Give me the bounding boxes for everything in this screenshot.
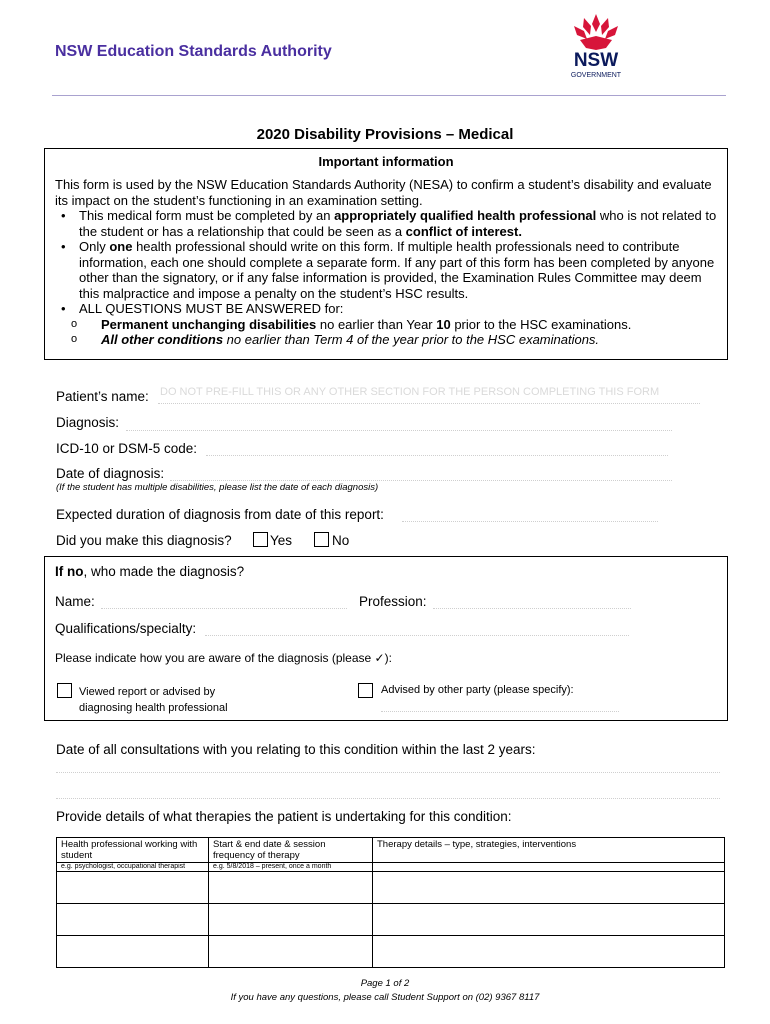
therapies-label: Provide details of what therapies the patient is undertaking for this condition: <box>56 809 512 824</box>
example-details <box>373 863 725 872</box>
table-row[interactable] <box>57 872 725 904</box>
table-row[interactable] <box>57 936 725 968</box>
did-you-diagnose-label: Did you make this diagnosis? <box>56 533 232 548</box>
qualifications-label: Qualifications/specialty: <box>55 621 197 636</box>
info-text <box>55 177 720 348</box>
example-dates: e.g. 5/8/2018 – present, once a month <box>209 863 373 872</box>
table-header-row <box>57 838 725 863</box>
col-header-details: Therapy details – type, strategies, interventions <box>373 838 725 863</box>
waratah-icon <box>560 10 632 82</box>
other-party-input[interactable] <box>381 710 619 712</box>
viewed-report-checkbox[interactable] <box>57 683 72 698</box>
other-party-label: Advised by other party (please specify): <box>381 684 574 696</box>
patient-name-label: Patient’s name: <box>56 389 149 404</box>
info-bullet: • This medical form must be completed by an appropriately qualified health professional who is not related to the student or has a relationship that could be seen as a conflict of interest. <box>79 208 720 239</box>
info-sub-bullet: o Permanent unchanging disabilities no earlier than Year 10 prior to the HSC examinations. <box>101 317 720 333</box>
therapies-table <box>56 837 725 968</box>
logo-text-sub: GOVERNMENT <box>570 72 622 79</box>
profession-label: Profession: <box>359 594 427 609</box>
info-intro: This form is used by the NSW Education Standards Authority (NESA) to confirm a student’s disability and evaluate its impact on the student’s functioning in an examination setting. <box>55 177 712 208</box>
viewed-report-label: Viewed report or advised by diagnosing health professional <box>79 686 228 714</box>
date-diagnosis-note: (If the student has multiple disabilities, please list the date of each diagnosis) <box>56 482 379 493</box>
other-party-checkbox[interactable] <box>358 683 373 698</box>
patient-name-input[interactable]: DO NOT PRE-FILL THIS OR ANY OTHER SECTION FOR THE PERSON COMPLETING THIS FORM <box>160 386 660 398</box>
consultations-label: Date of all consultations with you relating to this condition within the last 2 years: <box>56 742 536 757</box>
org-name: NSW Education Standards Authority <box>55 43 332 60</box>
info-heading: Important information <box>318 154 454 169</box>
icd-label: ICD-10 or DSM-5 code: <box>56 441 198 456</box>
page-number: Page 1 of 2 <box>360 978 410 989</box>
contact-info: If you have any questions, please call Student Support on (02) 9367 8117 <box>230 992 540 1003</box>
consultations-input-2[interactable] <box>56 797 720 799</box>
col-header-dates: Start & end date & session frequency of therapy <box>209 838 373 863</box>
diagnosis-label: Diagnosis: <box>56 415 120 430</box>
info-bullet: • Only one health professional should write on this form. If multiple health professionals need to contribute information, each one should complete a separate form. If any part of this form has been completed by anyone other than the signatory, or if any false information is provided, the Examination Rules Committee may deem this malpractice and impose a penalty on the student’s HSC results. <box>79 239 720 301</box>
diagnosis-input[interactable] <box>126 429 672 431</box>
yes-label: Yes <box>270 533 293 548</box>
duration-label: Expected duration of diagnosis from date of this report: <box>56 507 384 522</box>
col-header-professional: Health professional working with student <box>57 838 209 863</box>
info-sub-bullet: o All other conditions no earlier than Term 4 of the year prior to the HSC examinations. <box>101 332 720 348</box>
table-row[interactable] <box>57 904 725 936</box>
if-no-question: If no, who made the diagnosis? <box>55 564 245 579</box>
duration-input[interactable] <box>402 520 658 522</box>
name-input[interactable] <box>101 607 347 609</box>
yes-checkbox[interactable] <box>253 532 268 547</box>
profession-input[interactable] <box>433 607 631 609</box>
if-no-box <box>44 556 728 721</box>
no-label: No <box>332 533 350 548</box>
header-divider <box>52 95 726 96</box>
aware-label: Please indicate how you are aware of the diagnosis (please ✓): <box>55 651 392 665</box>
logo-text-main: NSW <box>573 50 619 71</box>
form-title: 2020 Disability Provisions – Medical <box>256 126 514 143</box>
example-professional: e.g. psychologist, occupational therapist <box>57 863 209 872</box>
date-diagnosis-input[interactable] <box>170 479 672 481</box>
date-diagnosis-label: Date of diagnosis: <box>56 466 165 481</box>
name-label: Name: <box>55 594 95 609</box>
info-bullet: • ALL QUESTIONS MUST BE ANSWERED for: <box>79 301 720 317</box>
icd-input[interactable] <box>206 454 668 456</box>
nsw-government-logo <box>560 10 632 82</box>
field-line <box>158 402 700 404</box>
table-example-row <box>57 863 725 872</box>
qualifications-input[interactable] <box>205 634 629 636</box>
important-info-box <box>44 148 728 360</box>
no-checkbox[interactable] <box>314 532 329 547</box>
consultations-input[interactable] <box>56 771 720 773</box>
